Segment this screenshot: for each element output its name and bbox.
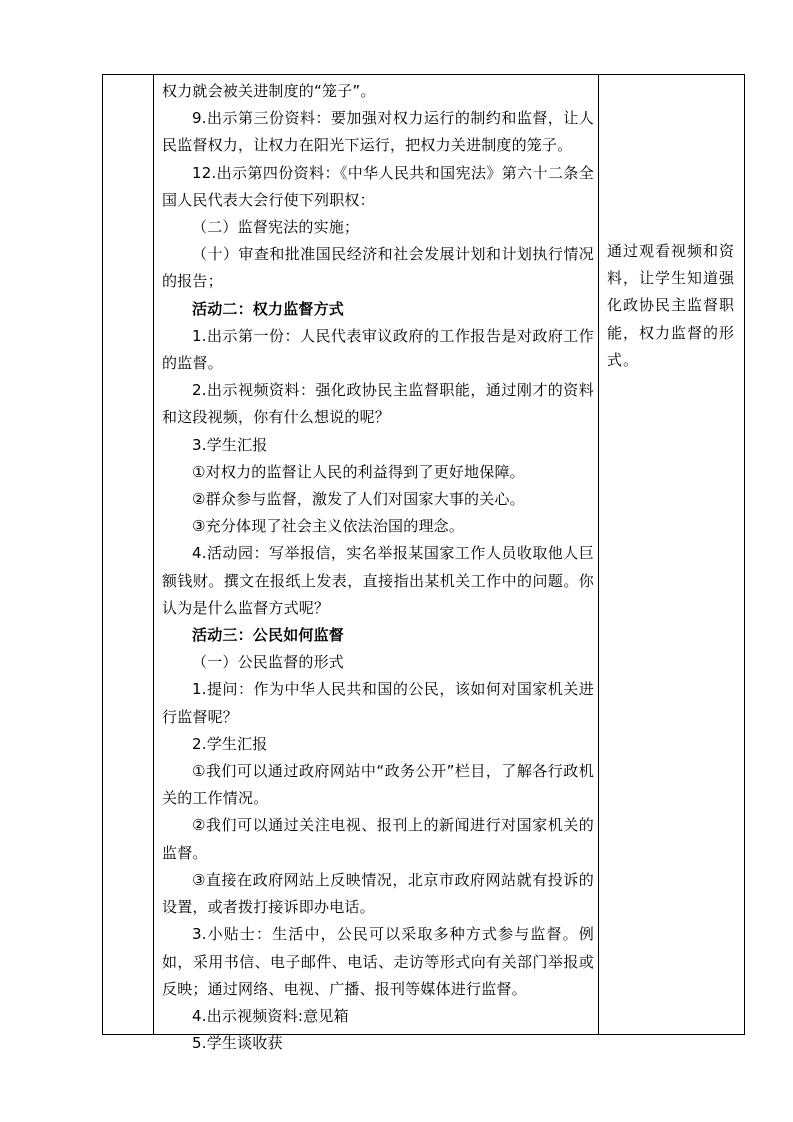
paragraph: 4.活动园：写举报信，实名举报某国家工作人员收取他人巨额钱财。撰文在报纸上发表，直接指出某机关工作中的问题。你认为是什么监督方式呢？ bbox=[162, 544, 594, 617]
table-column-empty bbox=[103, 75, 153, 1034]
paragraph: 3.学生汇报 bbox=[192, 435, 268, 454]
paragraph: 4.出示视频资料:意见箱 bbox=[192, 1006, 349, 1025]
paragraph: ③充分体现了社会主义依法治国的理念。 bbox=[192, 517, 465, 536]
paragraph: ①对权力的监督让人民的利益得到了更好地保障。 bbox=[192, 462, 525, 481]
paragraph: 1.提问：作为中华人民共和国的公民，该如何对国家机关进行监督呢？ bbox=[162, 680, 594, 726]
paragraph: 2.出示视频资料：强化政协民主监督职能，通过刚才的资料和这段视频，你有什么想说的呢？ bbox=[162, 381, 594, 427]
paragraph: ①我们可以通过政府网站中“政务公开”栏目，了解各行政机关的工作情况。 bbox=[162, 762, 594, 808]
design-intent-cell bbox=[607, 238, 741, 374]
paragraph: （一）公民监督的形式 bbox=[192, 653, 345, 672]
paragraph: 12.出示第四份资料：《中华人民共和国宪法》第六十二条全国人民代表大会行使下列职权： bbox=[162, 163, 594, 209]
paragraph: ②群众参与监督，激发了人们对国家大事的关心。 bbox=[192, 490, 525, 509]
activity-heading: 活动二：权力监督方式 bbox=[192, 299, 345, 318]
paragraph: 9.出示第三份资料：要加强对权力运行的制约和监督，让人民监督权力，让权力在阳光下运行，把权力关进制度的笼子。 bbox=[162, 109, 594, 155]
paragraph: ③直接在政府网站上反映情况，北京市政府网站就有投诉的设置，或者拨打接诉即办电话。 bbox=[162, 870, 594, 917]
column-divider bbox=[153, 75, 154, 1034]
paragraph: 1.出示第一份：人民代表审议政府的工作报告是对政府工作的监督。 bbox=[162, 326, 594, 373]
paragraph: （二）监督宪法的实施； bbox=[192, 218, 360, 237]
paragraph: 权力就会被关进制度的“笼子”。 bbox=[162, 82, 376, 100]
lesson-table bbox=[102, 74, 745, 1053]
column-divider bbox=[598, 75, 599, 1034]
paragraph: ②我们可以通过关注电视、报刊上的新闻进行对国家机关的监督。 bbox=[162, 816, 594, 862]
activity-heading: 活动三：公民如何监督 bbox=[192, 626, 345, 645]
paragraph: 3.小贴士：生活中，公民可以采取多种方式参与监督。例如，采用书信、电子邮件、电话、走访等形式向有关部门举报或反映；通过网络、电视、广播、报刊等媒体进行监督。 bbox=[162, 925, 594, 998]
paragraph: 5.学生谈收获 bbox=[192, 1034, 283, 1053]
teaching-process-cell bbox=[162, 78, 594, 1057]
paragraph: （十）审查和批准国民经济和社会发展计划和计划执行情况的报告； bbox=[162, 245, 594, 291]
paragraph: 2.学生汇报 bbox=[192, 734, 268, 753]
design-intent-text: 通过观看视频和资料，让学生知道强化政协民主监督职能，权力监督的形式。 bbox=[607, 242, 736, 369]
